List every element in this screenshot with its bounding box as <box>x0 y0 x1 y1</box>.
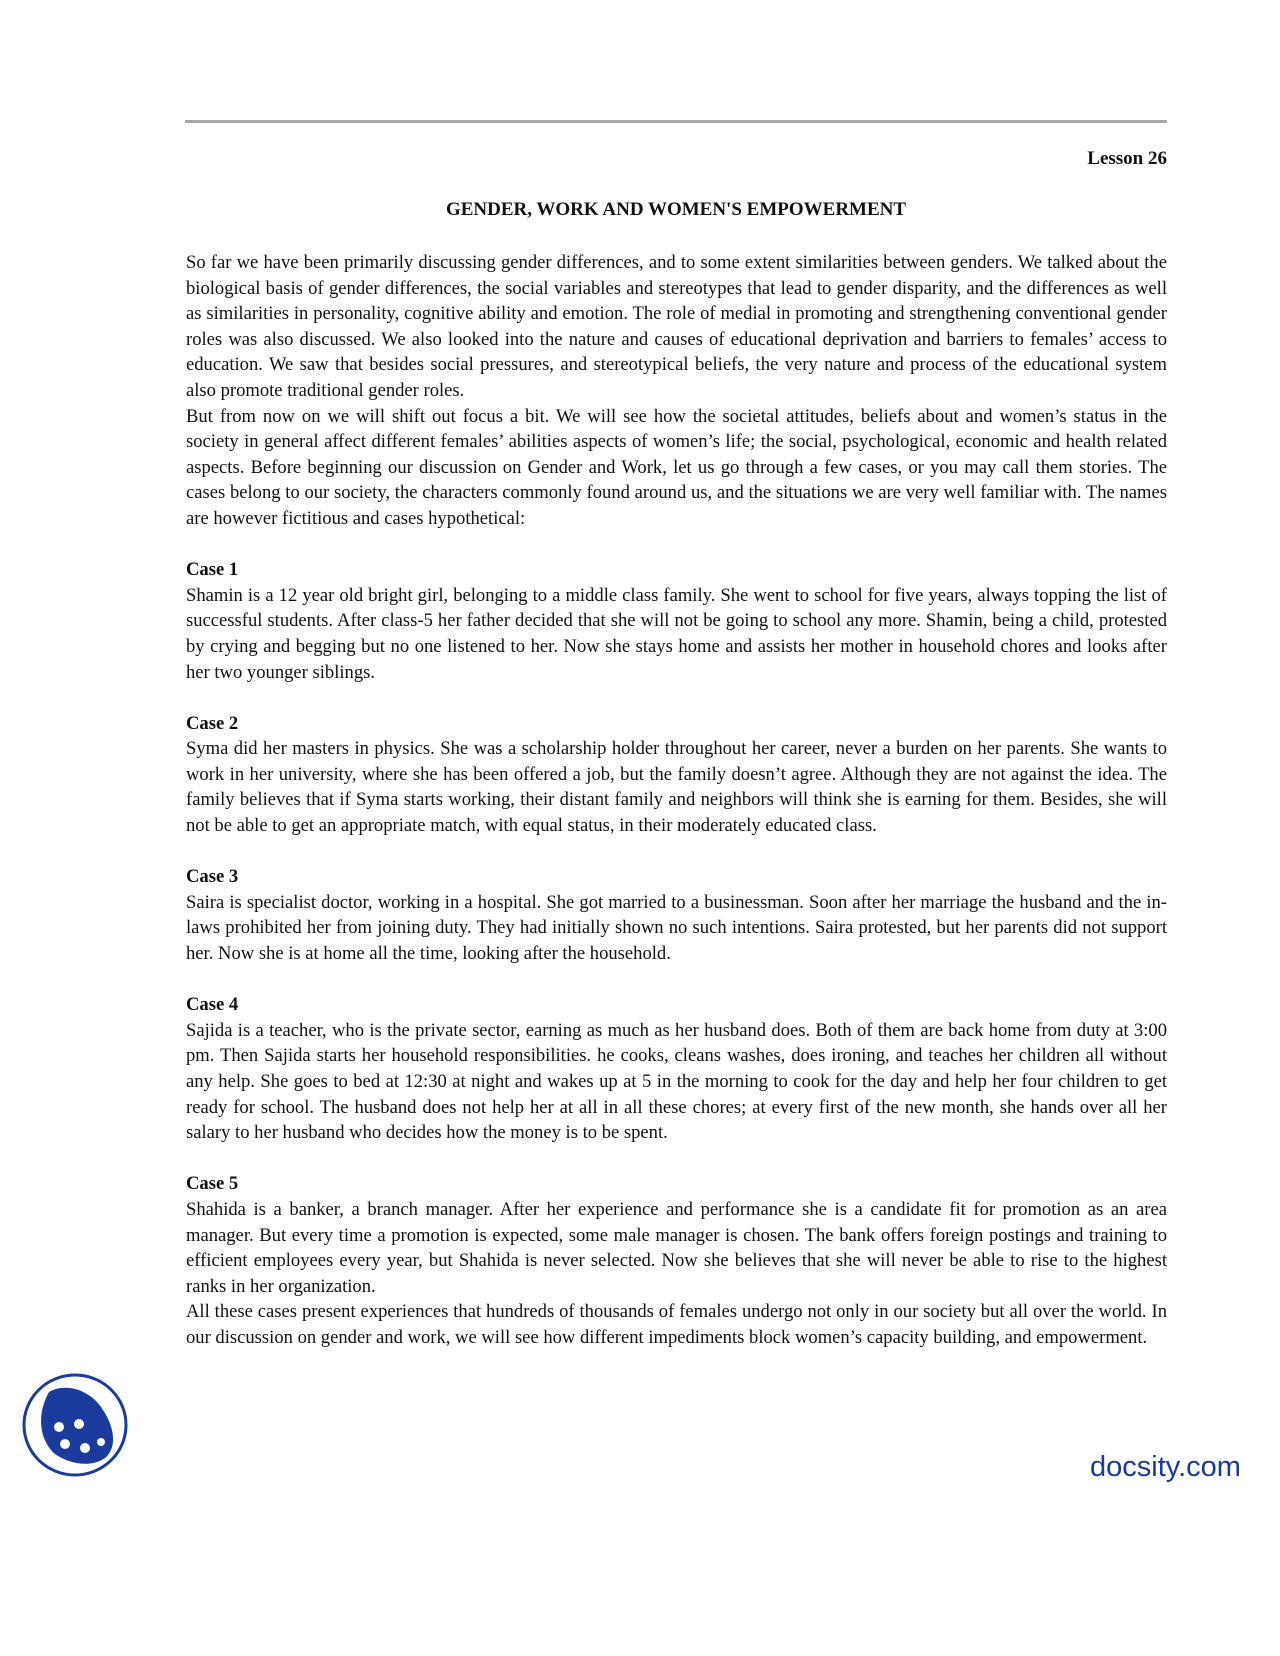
case-text: Syma did her masters in physics. She was a scholarship holder throughout her career, never a burden on her parents. She wants to work in her university, where she has been offered a job, but the family doesn’t agree. Although they are not against the idea. The family believes that if Syma starts working, their distant family and neighbors will think she is earning for them. Besides, she will not be able to get an appropriate match, with equal status, in their moderately educated class. <box>186 738 1167 837</box>
page-title: GENDER, WORK AND WOMEN'S EMPOWERMENT <box>445 199 907 220</box>
case-heading: Case 2 <box>186 712 239 734</box>
case-heading: Case 4 <box>186 994 239 1016</box>
case-heading: Case 1 <box>186 559 239 581</box>
lesson-number: Lesson 26 <box>1087 148 1167 169</box>
document-body <box>186 250 1167 1351</box>
case-heading: Case 3 <box>186 866 239 888</box>
docsity-watermark[interactable]: docsity.com <box>1090 1451 1241 1483</box>
intro-paragraph: So far we have been primarily discussing gender differences, and to some extent similarities between genders. We talked about the biological basis of gender differences, the social variables and stereotypes that lead to gender disparity, and the differences as well as similarities in personality, cognitive ability and emotion. The role of medial in promoting and strengthening conventional gender roles was also discussed. We also looked into the nature and causes of educational deprivation and barriers to females’ access to education. We saw that besides social pressures, and stereotypical beliefs, the very nature and process of the educational system also promote traditional gender roles. <box>186 252 1167 401</box>
conclusion-paragraph: All these cases present experiences that hundreds of thousands of females undergo not only in our society but all over the world. In our discussion on gender and work, we will see how different impediments block women’s capacity building, and empowerment. <box>186 1301 1167 1348</box>
case-text: Shahida is a banker, a branch manager. After her experience and performance she is a candidate fit for promotion as an area manager. But every time a promotion is expected, some male manager is chosen. The bank offers foreign postings and training to efficient employees every year, but Shahida is never selected. Now she believes that she will never be able to rise to the highest ranks in her organization. <box>186 1198 1167 1297</box>
docsity-logo-icon[interactable] <box>21 1372 129 1478</box>
case-text: Shamin is a 12 year old bright girl, belonging to a middle class family. She went to school for five years, always topping the list of successful students. After class-5 her father decided that she will not be going to school any more. Shamin, being a child, protested by crying and begging but no one listened to her. Now she stays home and assists her mother in household chores and looks after her two younger siblings. <box>186 584 1167 683</box>
case-text: Sajida is a teacher, who is the private sector, earning as much as her husband does. Both of them are back home from duty at 3:00 pm. Then Sajida starts her household responsibilities. he cooks, cleans washes, does ironing, and teaches her children all without any help. She goes to bed at 12:30 at night and wakes up at 5 in the morning to cook for the day and help her four children to get ready for school. The husband does not help her at all in all these chores; at every first of the new month, she hands over all her salary to her husband who decides how the money is to be spent. <box>186 1019 1167 1144</box>
header-rule <box>185 120 1167 123</box>
case-text: Saira is specialist doctor, working in a hospital. She got married to a businessman. Soon after her marriage the husband and the in-laws prohibited her from joining duty. They had initially shown no such intentions. Saira protested, but her parents did not support her. Now she is at home all the time, looking after the household. <box>186 891 1167 965</box>
intro-paragraph: But from now on we will shift out focus a bit. We will see how the societal attitudes, beliefs about and women’s status in the society in general affect different females’ abilities aspects of women’s life; the social, psychological, economic and health related aspects. Before beginning our discussion on Gender and Work, let us go through a few cases, or you may call them stories. The cases belong to our society, the characters commonly found around us, and the situations we are very well familiar with. The names are however fictitious and cases hypothetical: <box>186 405 1167 529</box>
case-heading: Case 5 <box>186 1173 239 1195</box>
